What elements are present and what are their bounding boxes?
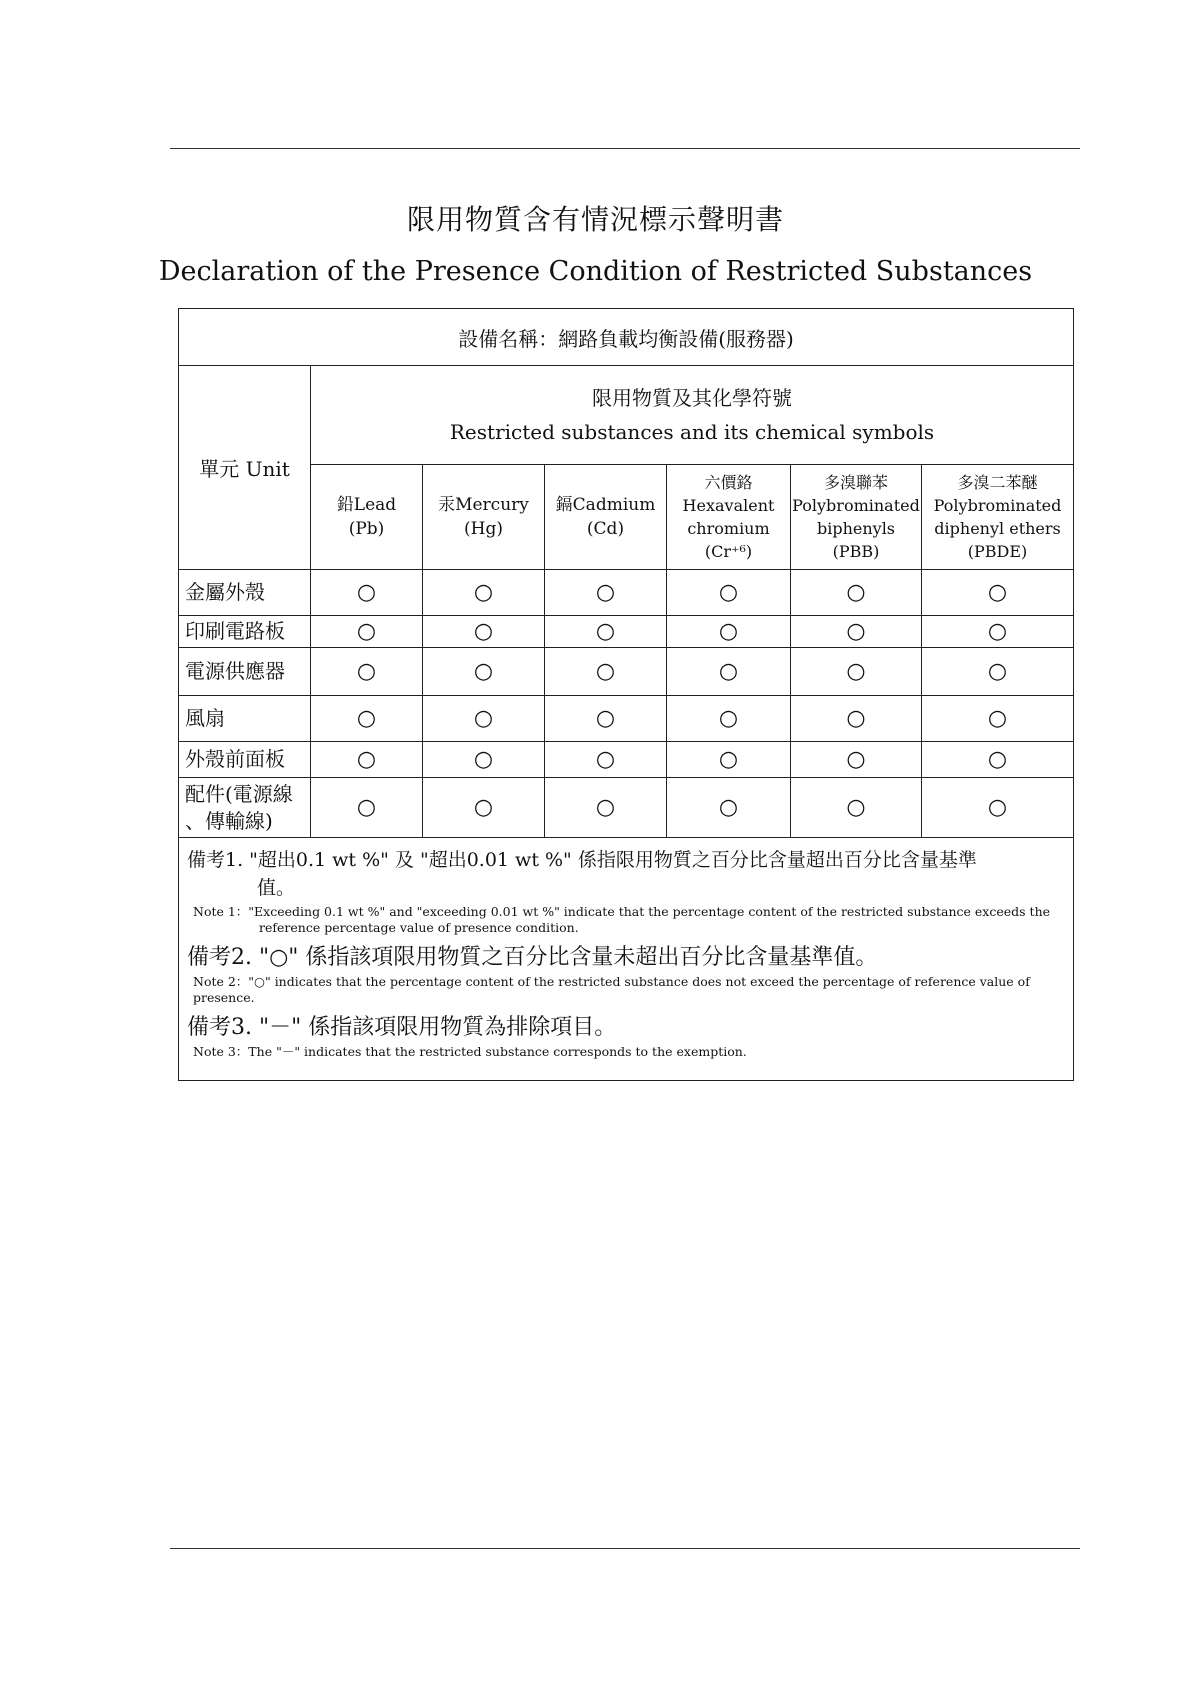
substance-label-en: chromium: [687, 519, 770, 538]
note1-zh-line: 值。: [257, 877, 296, 899]
mark-cell: ○: [791, 616, 922, 648]
table-row: [179, 570, 1074, 616]
mark-cell: ○: [791, 570, 922, 616]
substance-label: 汞Mercury: [438, 495, 529, 515]
substance-symbol: (PBDE): [967, 542, 1028, 561]
table-row: [179, 742, 1074, 778]
mark-cell: ○: [922, 570, 1074, 616]
substance-symbol: (Hg): [464, 519, 503, 539]
substance-hexavalent-chromium: [667, 465, 791, 570]
mark-cell: ○: [311, 696, 423, 742]
mark-cell: ○: [545, 696, 667, 742]
unit-header: 單元 Unit: [179, 366, 311, 570]
substances-header-zh: 限用物質及其化學符號: [592, 386, 793, 410]
substance-label-zh: 多溴二苯醚: [957, 473, 1038, 492]
unit-label: 金屬外殼: [179, 570, 311, 616]
substance-label: 鉛Lead: [336, 495, 397, 515]
substance-symbol: (Pb): [348, 519, 385, 539]
mark-cell: ○: [667, 570, 791, 616]
table-row: [179, 778, 1074, 838]
mark-cell: ○: [423, 696, 545, 742]
mark-cell: ○: [311, 648, 423, 696]
mark-cell: ○: [667, 778, 791, 838]
note1-zh-line: 備考1. "超出0.1 wt %" 及 "超出0.01 wt %" 係指限用物質之百分比含量超出百分比含量基準: [187, 849, 977, 871]
unit-label: [179, 778, 311, 838]
title-english: Declaration of the Presence Condition of Restricted Substances: [158, 256, 1033, 287]
mark-cell: ○: [423, 742, 545, 778]
note2-en: Note 2："○" indicates that the percentage content of the restricted substance does not exceed the percentage of reference value of presence.: [193, 974, 1030, 1005]
note3-zh: 備考3. "－" 係指該項限用物質為排除項目。: [187, 1015, 617, 1040]
bottom-rule: [170, 1548, 1080, 1549]
substance-lead: [311, 465, 423, 570]
mark-cell: ○: [667, 616, 791, 648]
unit-label-line: 、傳輸線): [185, 808, 273, 833]
substance-label: 鎘Cadmium: [555, 495, 656, 515]
restricted-substances-table: [178, 308, 1074, 1081]
substances-header: [311, 366, 1074, 465]
unit-label: 印刷電路板: [179, 616, 311, 648]
equipment-name: 設備名稱：網路負載均衡設備(服務器): [179, 309, 1074, 366]
mark-cell: ○: [922, 778, 1074, 838]
substance-pbde: [922, 465, 1074, 570]
mark-cell: ○: [545, 648, 667, 696]
mark-cell: ○: [311, 616, 423, 648]
substance-label-en: Hexavalent: [682, 496, 775, 515]
substance-symbol: (Cr⁺⁶): [704, 542, 753, 561]
mark-cell: ○: [667, 742, 791, 778]
top-rule: [170, 148, 1080, 149]
mark-cell: ○: [922, 742, 1074, 778]
mark-cell: ○: [311, 570, 423, 616]
mark-cell: ○: [423, 570, 545, 616]
mark-cell: ○: [311, 778, 423, 838]
mark-cell: ○: [311, 742, 423, 778]
mark-cell: ○: [791, 778, 922, 838]
substance-label-en: Polybrominated: [933, 496, 1062, 515]
note1-en-line: reference percentage value of presence condition.: [259, 920, 579, 935]
unit-label-line: 配件(電源線: [185, 781, 293, 806]
mark-cell: ○: [423, 616, 545, 648]
table-row: [179, 616, 1074, 648]
mark-cell: ○: [922, 616, 1074, 648]
note2-zh: 備考2. "○" 係指該項限用物質之百分比含量未超出百分比含量基準值。: [187, 945, 878, 970]
table-row: [179, 648, 1074, 696]
mark-cell: ○: [667, 648, 791, 696]
substance-pbb: [791, 465, 922, 570]
substance-label-en: Polybrominated: [792, 496, 920, 515]
substance-symbol: (Cd): [586, 519, 625, 539]
title-chinese: 限用物質含有情況標示聲明書: [406, 203, 784, 236]
mark-cell: ○: [545, 742, 667, 778]
mark-cell: ○: [791, 648, 922, 696]
mark-cell: ○: [791, 696, 922, 742]
mark-cell: ○: [667, 696, 791, 742]
note1-en-line: Note 1："Exceeding 0.1 wt %" and "exceeding 0.01 wt %" indicate that the percentage content of the restricted substance exceeds the: [193, 904, 1051, 919]
substance-cadmium: [545, 465, 667, 570]
notes-section: [179, 838, 1074, 1081]
substances-header-en: Restricted substances and its chemical symbols: [449, 420, 935, 444]
mark-cell: ○: [545, 778, 667, 838]
mark-cell: ○: [922, 648, 1074, 696]
unit-label: 電源供應器: [179, 648, 311, 696]
unit-label: 外殼前面板: [179, 742, 311, 778]
mark-cell: ○: [545, 570, 667, 616]
mark-cell: ○: [791, 742, 922, 778]
substance-label-en: biphenyls: [816, 519, 896, 538]
substance-symbol: (PBB): [832, 542, 880, 561]
mark-cell: ○: [922, 696, 1074, 742]
mark-cell: ○: [423, 648, 545, 696]
unit-label: 風扇: [179, 696, 311, 742]
table-row: [179, 696, 1074, 742]
note1-en: [187, 904, 1065, 936]
note3-en: Note 3：The "－" indicates that the restricted substance corresponds to the exemption.: [193, 1044, 747, 1059]
mark-cell: ○: [545, 616, 667, 648]
substance-label-zh: 多溴聯苯: [823, 473, 888, 492]
substance-label-zh: 六價鉻: [704, 473, 753, 492]
mark-cell: ○: [423, 778, 545, 838]
substance-mercury: [423, 465, 545, 570]
substance-label-en: diphenyl ethers: [934, 519, 1061, 538]
note1-zh: [187, 846, 1065, 902]
